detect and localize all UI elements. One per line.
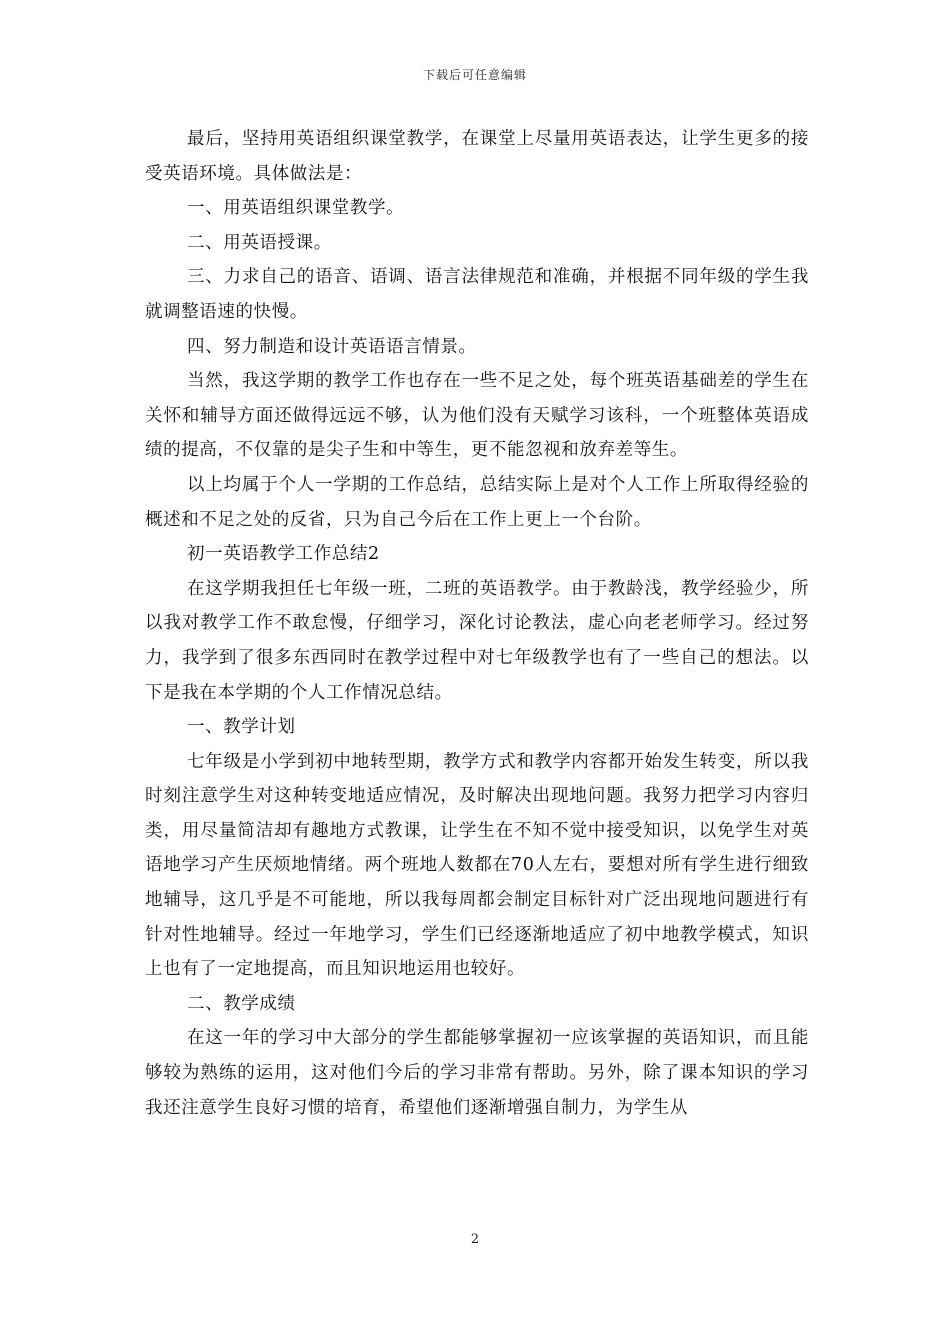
paragraph: 当然，我这学期的教学工作也存在一些不足之处，每个班英语基础差的学生在关怀和辅导方面还做得远远不够，认为他们没有天赋学习该科，一个班整体英语成绩的提高，不仅靠的是尖子生和中等生，更不能忽视和放弃差等生。 [145,371,809,461]
page-number: 2 [470,1232,480,1247]
section-heading: 二、教学成绩 [187,993,296,1014]
paragraph: 一、用英语组织课堂教学。 [187,198,405,219]
paragraph: 二、用英语授课。 [187,232,332,253]
paragraph: 最后，坚持用英语组织课堂教学，在课堂上尽量用英语表达，让学生更多的接受英语环境。具体做法是： [145,129,809,184]
paragraph: 在这学期我担任七年级一班，二班的英语教学。由于教龄浅，教学经验少，所以我对教学工作不敢怠慢，仔细学习，深化讨论教法，虚心向老老师学习。经过努力，我学到了很多东西同时在教学过程中对七年级教学也有了一些自己的想法。以下是我在本学期的个人工作情况总结。 [145,578,809,703]
paragraph: 七年级是小学到初中地转型期，教学方式和教学内容都开始发生转变，所以我时刻注意学生对这种转变地适应情况，及时解决出现地问题。我努力把学习内容归类，用尽量简洁却有趣地方式教课，让学生在不知不觉中接受知识，以免学生对英语地学习产生厌烦地情绪。两个班地人数都在70人左右，要想对所有学生进行细致地辅导，这几乎是不可能地，所以我每周都会制定目标针对广泛出现地问题进行有针对性地辅导。经过一年地学习，学生们已经逐渐地适应了初中地教学模式，知识上也有了一定地提高，而且知识地运用也较好。 [145,751,809,980]
section-heading: 一、教学计划 [187,717,296,738]
page-header: 下载后可任意编辑 [422,68,527,82]
paragraph: 四、努力制造和设计英语语言情景。 [187,336,477,357]
paragraph: 三、力求自己的语音、语调、语言法律规范和准确，并根据不同年级的学生我就调整语速的快慢。 [145,267,809,322]
paragraph: 在这一年的学习中大部分的学生都能够掌握初一应该掌握的英语知识，而且能够较为熟练的运用，这对他们今后的学习非常有帮助。另外，除了课本知识的学习我还注意学生良好习惯的培育，希望他们逐渐增强自制力，为学生从 [145,1028,809,1118]
document-body [145,122,809,1125]
section-title: 初一英语教学工作总结2 [187,544,380,565]
paragraph: 以上均属于个人一学期的工作总结，总结实际上是对个人工作上所取得经验的概述和不足之处的反省，只为自己今后在工作上更上一个台阶。 [145,474,809,530]
